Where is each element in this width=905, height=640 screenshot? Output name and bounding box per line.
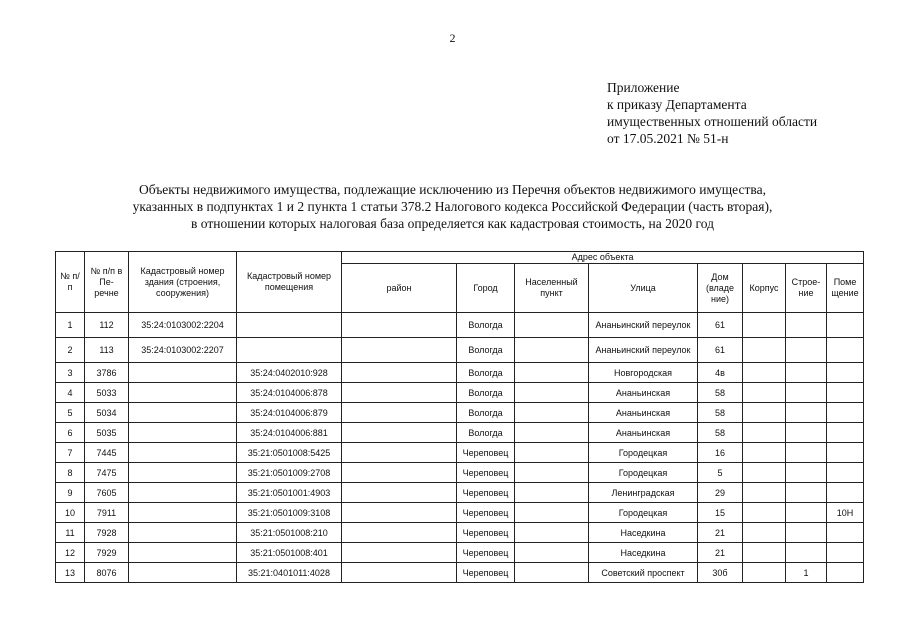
cell-building [129, 403, 237, 423]
cell-room: 10Н [827, 503, 864, 523]
cell-room [827, 563, 864, 583]
cell-building: 35:24:0103002:2204 [129, 313, 237, 338]
appendix-block [607, 79, 817, 147]
cell-house: 58 [698, 403, 743, 423]
header-address-group: Адрес объекта [342, 252, 864, 264]
cell-city: Череповец [457, 523, 515, 543]
header-room: Поме щение [827, 264, 864, 313]
cell-city: Вологда [457, 383, 515, 403]
cell-list-num: 7928 [85, 523, 129, 543]
table-row [56, 443, 864, 463]
cell-list-num: 8076 [85, 563, 129, 583]
cell-list-num: 7911 [85, 503, 129, 523]
heading-line: в отношении которых налоговая база определяется как кадастровая стоимость, на 2020 год [191, 216, 714, 231]
cell-street: Советский проспект [589, 563, 698, 583]
cell-locality [515, 543, 589, 563]
heading-line: указанных в подпунктах 1 и 2 пункта 1 статьи 378.2 Налогового кодекса Российской Федерации (часть вторая), [132, 199, 773, 214]
cell-room [827, 543, 864, 563]
header-district: район [342, 264, 457, 313]
cell-building [129, 503, 237, 523]
cell-num: 4 [56, 383, 85, 403]
cell-street: Ананьинский переулок [589, 313, 698, 338]
cell-house: 58 [698, 383, 743, 403]
cell-street: Городецкая [589, 443, 698, 463]
cell-premises [237, 338, 342, 363]
cell-house: 29 [698, 483, 743, 503]
cell-structure [786, 443, 827, 463]
cell-block [743, 483, 786, 503]
objects-table [55, 251, 864, 583]
cell-structure: 1 [786, 563, 827, 583]
header-structure: Строе- ние [786, 264, 827, 313]
cell-block [743, 443, 786, 463]
cell-block [743, 313, 786, 338]
cell-structure [786, 423, 827, 443]
cell-num: 6 [56, 423, 85, 443]
table-row [56, 423, 864, 443]
header-street: Улица [589, 264, 698, 313]
cell-building [129, 483, 237, 503]
cell-structure [786, 543, 827, 563]
cell-house: 21 [698, 523, 743, 543]
cell-house: 30б [698, 563, 743, 583]
cell-house: 61 [698, 338, 743, 363]
cell-room [827, 483, 864, 503]
cell-room [827, 423, 864, 443]
cell-num: 10 [56, 503, 85, 523]
cell-locality [515, 313, 589, 338]
cell-block [743, 383, 786, 403]
cell-premises: 35:24:0104006:879 [237, 403, 342, 423]
cell-num: 2 [56, 338, 85, 363]
cell-structure [786, 363, 827, 383]
cell-room [827, 313, 864, 338]
cell-building [129, 383, 237, 403]
table-row [56, 563, 864, 583]
page-number: 2 [449, 31, 456, 45]
cell-list-num: 7929 [85, 543, 129, 563]
cell-house: 15 [698, 503, 743, 523]
cell-block [743, 563, 786, 583]
cell-city: Вологда [457, 363, 515, 383]
appendix-line: Приложение [607, 80, 680, 95]
cell-district [342, 543, 457, 563]
cell-block [743, 423, 786, 443]
cell-list-num: 5035 [85, 423, 129, 443]
cell-block [743, 403, 786, 423]
cell-street: Ананьинская [589, 403, 698, 423]
cell-structure [786, 483, 827, 503]
cell-street: Наседкина [589, 523, 698, 543]
cell-locality [515, 443, 589, 463]
cell-room [827, 383, 864, 403]
cell-locality [515, 363, 589, 383]
cell-premises: 35:21:0501008:401 [237, 543, 342, 563]
cell-street: Ананьинская [589, 423, 698, 443]
cell-street: Ананьинская [589, 383, 698, 403]
cell-block [743, 543, 786, 563]
cell-structure [786, 383, 827, 403]
cell-block [743, 463, 786, 483]
cell-city: Череповец [457, 563, 515, 583]
cell-block [743, 338, 786, 363]
cell-list-num: 7445 [85, 443, 129, 463]
cell-street: Городецкая [589, 503, 698, 523]
cell-building [129, 563, 237, 583]
cell-list-num: 7475 [85, 463, 129, 483]
cell-num: 5 [56, 403, 85, 423]
cell-house: 21 [698, 543, 743, 563]
cell-district [342, 338, 457, 363]
cell-street: Наседкина [589, 543, 698, 563]
cell-structure [786, 338, 827, 363]
cell-premises: 35:21:0501008:5425 [237, 443, 342, 463]
cell-district [342, 313, 457, 338]
cell-street: Городецкая [589, 463, 698, 483]
cell-house: 4в [698, 363, 743, 383]
header-city: Город [457, 264, 515, 313]
cell-block [743, 503, 786, 523]
cell-city: Вологда [457, 313, 515, 338]
table-row [56, 543, 864, 563]
cell-city: Вологда [457, 423, 515, 443]
cell-district [342, 423, 457, 443]
cell-building [129, 363, 237, 383]
appendix-line: к приказу Департамента [607, 97, 747, 112]
cell-premises: 35:21:0501001:4903 [237, 483, 342, 503]
cell-city: Вологда [457, 338, 515, 363]
cell-num: 12 [56, 543, 85, 563]
cell-house: 16 [698, 443, 743, 463]
cell-building [129, 443, 237, 463]
table-row [56, 338, 864, 363]
cell-list-num: 112 [85, 313, 129, 338]
cell-num: 13 [56, 563, 85, 583]
cell-city: Череповец [457, 543, 515, 563]
cell-premises [237, 313, 342, 338]
cell-city: Череповец [457, 463, 515, 483]
cell-room [827, 403, 864, 423]
cell-structure [786, 503, 827, 523]
table-row [56, 503, 864, 523]
header-premises: Кадастровый номер помещения [237, 252, 342, 313]
table-row [56, 363, 864, 383]
cell-premises: 35:24:0402010:928 [237, 363, 342, 383]
cell-premises: 35:21:0501008:210 [237, 523, 342, 543]
cell-premises: 35:21:0501009:2708 [237, 463, 342, 483]
cell-street: Новгородская [589, 363, 698, 383]
cell-num: 9 [56, 483, 85, 503]
cell-premises: 35:21:0501009:3108 [237, 503, 342, 523]
header-locality: Населенный пункт [515, 264, 589, 313]
table-row [56, 383, 864, 403]
cell-locality [515, 423, 589, 443]
header-num: № п/п [56, 252, 85, 313]
cell-num: 7 [56, 443, 85, 463]
cell-num: 8 [56, 463, 85, 483]
heading-line: Объекты недвижимого имущества, подлежащие исключению из Перечня объектов недвижимого имущества, [139, 182, 766, 197]
cell-district [342, 563, 457, 583]
cell-locality [515, 483, 589, 503]
cell-structure [786, 463, 827, 483]
cell-block [743, 523, 786, 543]
cell-list-num: 3786 [85, 363, 129, 383]
cell-street: Ананьинский переулок [589, 338, 698, 363]
cell-locality [515, 523, 589, 543]
cell-district [342, 503, 457, 523]
cell-num: 1 [56, 313, 85, 338]
cell-street: Ленинградская [589, 483, 698, 503]
cell-locality [515, 463, 589, 483]
header-building: Кадастровый номер здания (строения, сооружения) [129, 252, 237, 313]
cell-district [342, 483, 457, 503]
cell-building [129, 423, 237, 443]
header-house: Дом (владе ние) [698, 264, 743, 313]
cell-district [342, 463, 457, 483]
cell-room [827, 523, 864, 543]
cell-structure [786, 523, 827, 543]
cell-city: Череповец [457, 483, 515, 503]
cell-structure [786, 403, 827, 423]
cell-room [827, 338, 864, 363]
appendix-line: имущественных отношений области [607, 114, 818, 129]
cell-locality [515, 403, 589, 423]
cell-district [342, 363, 457, 383]
cell-house: 61 [698, 313, 743, 338]
cell-district [342, 443, 457, 463]
cell-locality [515, 383, 589, 403]
cell-district [342, 523, 457, 543]
cell-city: Череповец [457, 503, 515, 523]
cell-block [743, 363, 786, 383]
table-row [56, 313, 864, 338]
cell-building [129, 463, 237, 483]
cell-premises: 35:21:0401011:4028 [237, 563, 342, 583]
cell-structure [786, 313, 827, 338]
header-block: Корпус [743, 264, 786, 313]
cell-room [827, 443, 864, 463]
cell-room [827, 363, 864, 383]
cell-city: Вологда [457, 403, 515, 423]
cell-building [129, 543, 237, 563]
cell-house: 58 [698, 423, 743, 443]
cell-list-num: 5034 [85, 403, 129, 423]
cell-house: 5 [698, 463, 743, 483]
cell-building: 35:24:0103002:2207 [129, 338, 237, 363]
cell-locality [515, 563, 589, 583]
cell-building [129, 523, 237, 543]
table-row [56, 403, 864, 423]
cell-locality [515, 503, 589, 523]
cell-list-num: 113 [85, 338, 129, 363]
appendix-line: от 17.05.2021 № 51-н [607, 131, 729, 146]
cell-district [342, 383, 457, 403]
table-row [56, 523, 864, 543]
cell-city: Череповец [457, 443, 515, 463]
cell-num: 11 [56, 523, 85, 543]
table-row [56, 463, 864, 483]
cell-premises: 35:24:0104006:881 [237, 423, 342, 443]
cell-num: 3 [56, 363, 85, 383]
document-heading [0, 181, 905, 232]
cell-district [342, 403, 457, 423]
cell-locality [515, 338, 589, 363]
table-row [56, 483, 864, 503]
cell-premises: 35:24:0104006:878 [237, 383, 342, 403]
cell-list-num: 5033 [85, 383, 129, 403]
header-list-num: № п/п в Пе- речне [85, 252, 129, 313]
cell-list-num: 7605 [85, 483, 129, 503]
cell-room [827, 463, 864, 483]
